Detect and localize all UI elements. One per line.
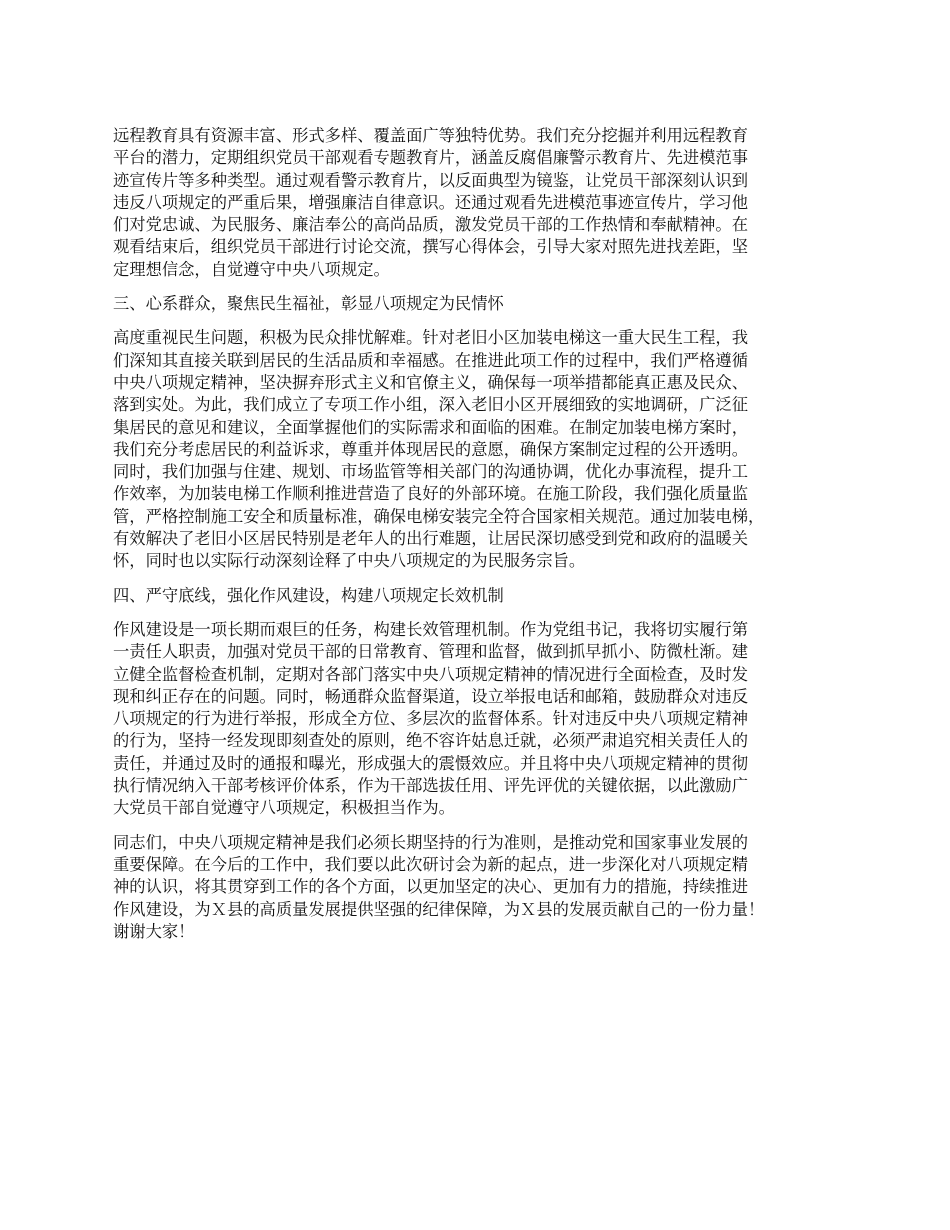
text-line: 作效率，为加装电梯工作顺利推进营造了良好的外部环境。在施工阶段，我们强化质量监 bbox=[113, 484, 748, 504]
paragraph-remote-education bbox=[113, 125, 855, 281]
text-line: 管，严格控制施工安全和质量标准，确保电梯安装完全符合国家相关规范。通过加装电梯， bbox=[113, 506, 765, 526]
section-heading-3: 三、心系群众，聚焦民生福祉，彰显八项规定为民情怀 bbox=[113, 294, 504, 314]
text-line: 作风建设，为Ｘ县的高质量发展提供坚强的纪律保障，为Ｘ县的发展贡献自己的一份力量！ bbox=[113, 899, 765, 919]
text-line: 集居民的意见和建议，全面掌握他们的实际需求和面临的困难。在制定加装电梯方案时， bbox=[113, 417, 748, 437]
text-line: 迹宣传片等多种类型。通过观看警示教育片，以反面典型为镜鉴，让党员干部深刻认识到 bbox=[113, 170, 748, 190]
text-line: 责任，并通过及时的通报和曝光，形成强大的震慑效应。并且将中央八项规定精神的贯彻 bbox=[113, 753, 748, 773]
text-line: 们对党忠诚、为民服务、廉洁奉公的高尚品质，激发党员干部的工作热情和奉献精神。在 bbox=[113, 215, 748, 235]
text-line: 落到实处。为此，我们成立了专项工作小组，深入老旧小区开展细致的实地调研，广泛征 bbox=[113, 395, 748, 415]
paragraph-work-style bbox=[113, 619, 855, 820]
paragraph-elevator-project bbox=[113, 327, 855, 572]
text-line: 重要保障。在今后的工作中，我们要以此次研讨会为新的起点，进一步深化对八项规定精 bbox=[113, 854, 748, 874]
text-line: 中央八项规定精神，坚决摒弃形式主义和官僚主义，确保每一项举措都能真正惠及民众、 bbox=[113, 372, 748, 392]
text-line: 作风建设是一项长期而艰巨的任务，构建长效管理机制。作为党组书记，我将切实履行第 bbox=[113, 619, 748, 639]
text-line: 一责任人职责，加强对党员干部的日常教育、管理和监督，做到抓早抓小、防微杜渐。建 bbox=[113, 642, 748, 662]
text-line: 远程教育具有资源丰富、形式多样、覆盖面广等独特优势。我们充分挖掘并利用远程教育 bbox=[113, 126, 748, 145]
text-line: 执行情况纳入干部考核评价体系，作为干部选拔任用、评先评优的关键依据，以此激励广 bbox=[113, 776, 748, 796]
text-line: 们深知其直接关联到居民的生活品质和幸福感。在推进此项工作的过程中，我们严格遵循 bbox=[113, 350, 748, 370]
text-line: 怀，同时也以实际行动深刻诠释了中央八项规定的为民服务宗旨。 bbox=[113, 551, 586, 571]
text-line: 平台的潜力，定期组织党员干部观看专题教育片，涵盖反腐倡廉警示教育片、先进模范事 bbox=[113, 148, 748, 168]
text-line: 违反八项规定的严重后果，增强廉洁自律意识。还通过观看先进模范事迹宣传片，学习他 bbox=[113, 192, 748, 212]
section-heading-4: 四、严守底线，强化作风建设，构建八项规定长效机制 bbox=[113, 585, 504, 605]
text-line: 现和纠正存在的问题。同时，畅通群众监督渠道，设立举报电话和邮箱，鼓励群众对违反 bbox=[113, 686, 748, 706]
text-line: 谢谢大家！ bbox=[113, 921, 195, 941]
text-line: 同时，我们加强与住建、规划、市场监管等相关部门的沟通协调，优化办事流程，提升工 bbox=[113, 462, 748, 482]
text-line: 大党员干部自觉遵守八项规定，积极担当作为。 bbox=[113, 798, 455, 818]
text-line: 立健全监督检查机制，定期对各部门落实中央八项规定精神的情况进行全面检查，及时发 bbox=[113, 664, 748, 684]
text-line: 的行为，坚持一经发现即刻查处的原则，绝不容许姑息迁就，必须严肃追究相关责任人的 bbox=[113, 731, 748, 751]
text-line: 我们充分考虑居民的利益诉求，尊重并体现居民的意愿，确保方案制定过程的公开透明。 bbox=[113, 439, 748, 459]
text-line: 有效解决了老旧小区居民特别是老年人的出行难题，让居民深切感受到党和政府的温暖关 bbox=[113, 529, 748, 549]
text-line: 高度重视民生问题，积极为民众排忧解难。针对老旧小区加装电梯这一重大民生工程，我 bbox=[113, 328, 748, 348]
document-page bbox=[113, 125, 855, 955]
text-line: 八项规定的行为进行举报，形成全方位、多层次的监督体系。针对违反中央八项规定精神 bbox=[113, 709, 748, 729]
text-line: 观看结束后，组织党员干部进行讨论交流，撰写心得体会，引导大家对照先进找差距，坚 bbox=[113, 237, 748, 257]
text-line: 神的认识，将其贯穿到工作的各个方面，以更加坚定的决心、更加有力的措施，持续推进 bbox=[113, 877, 748, 897]
text-line: 同志们，中央八项规定精神是我们必须长期坚持的行为准则，是推动党和国家事业发展的 bbox=[113, 832, 748, 852]
text-line: 定理想信念，自觉遵守中央八项规定。 bbox=[113, 259, 390, 279]
paragraph-closing bbox=[113, 832, 855, 943]
